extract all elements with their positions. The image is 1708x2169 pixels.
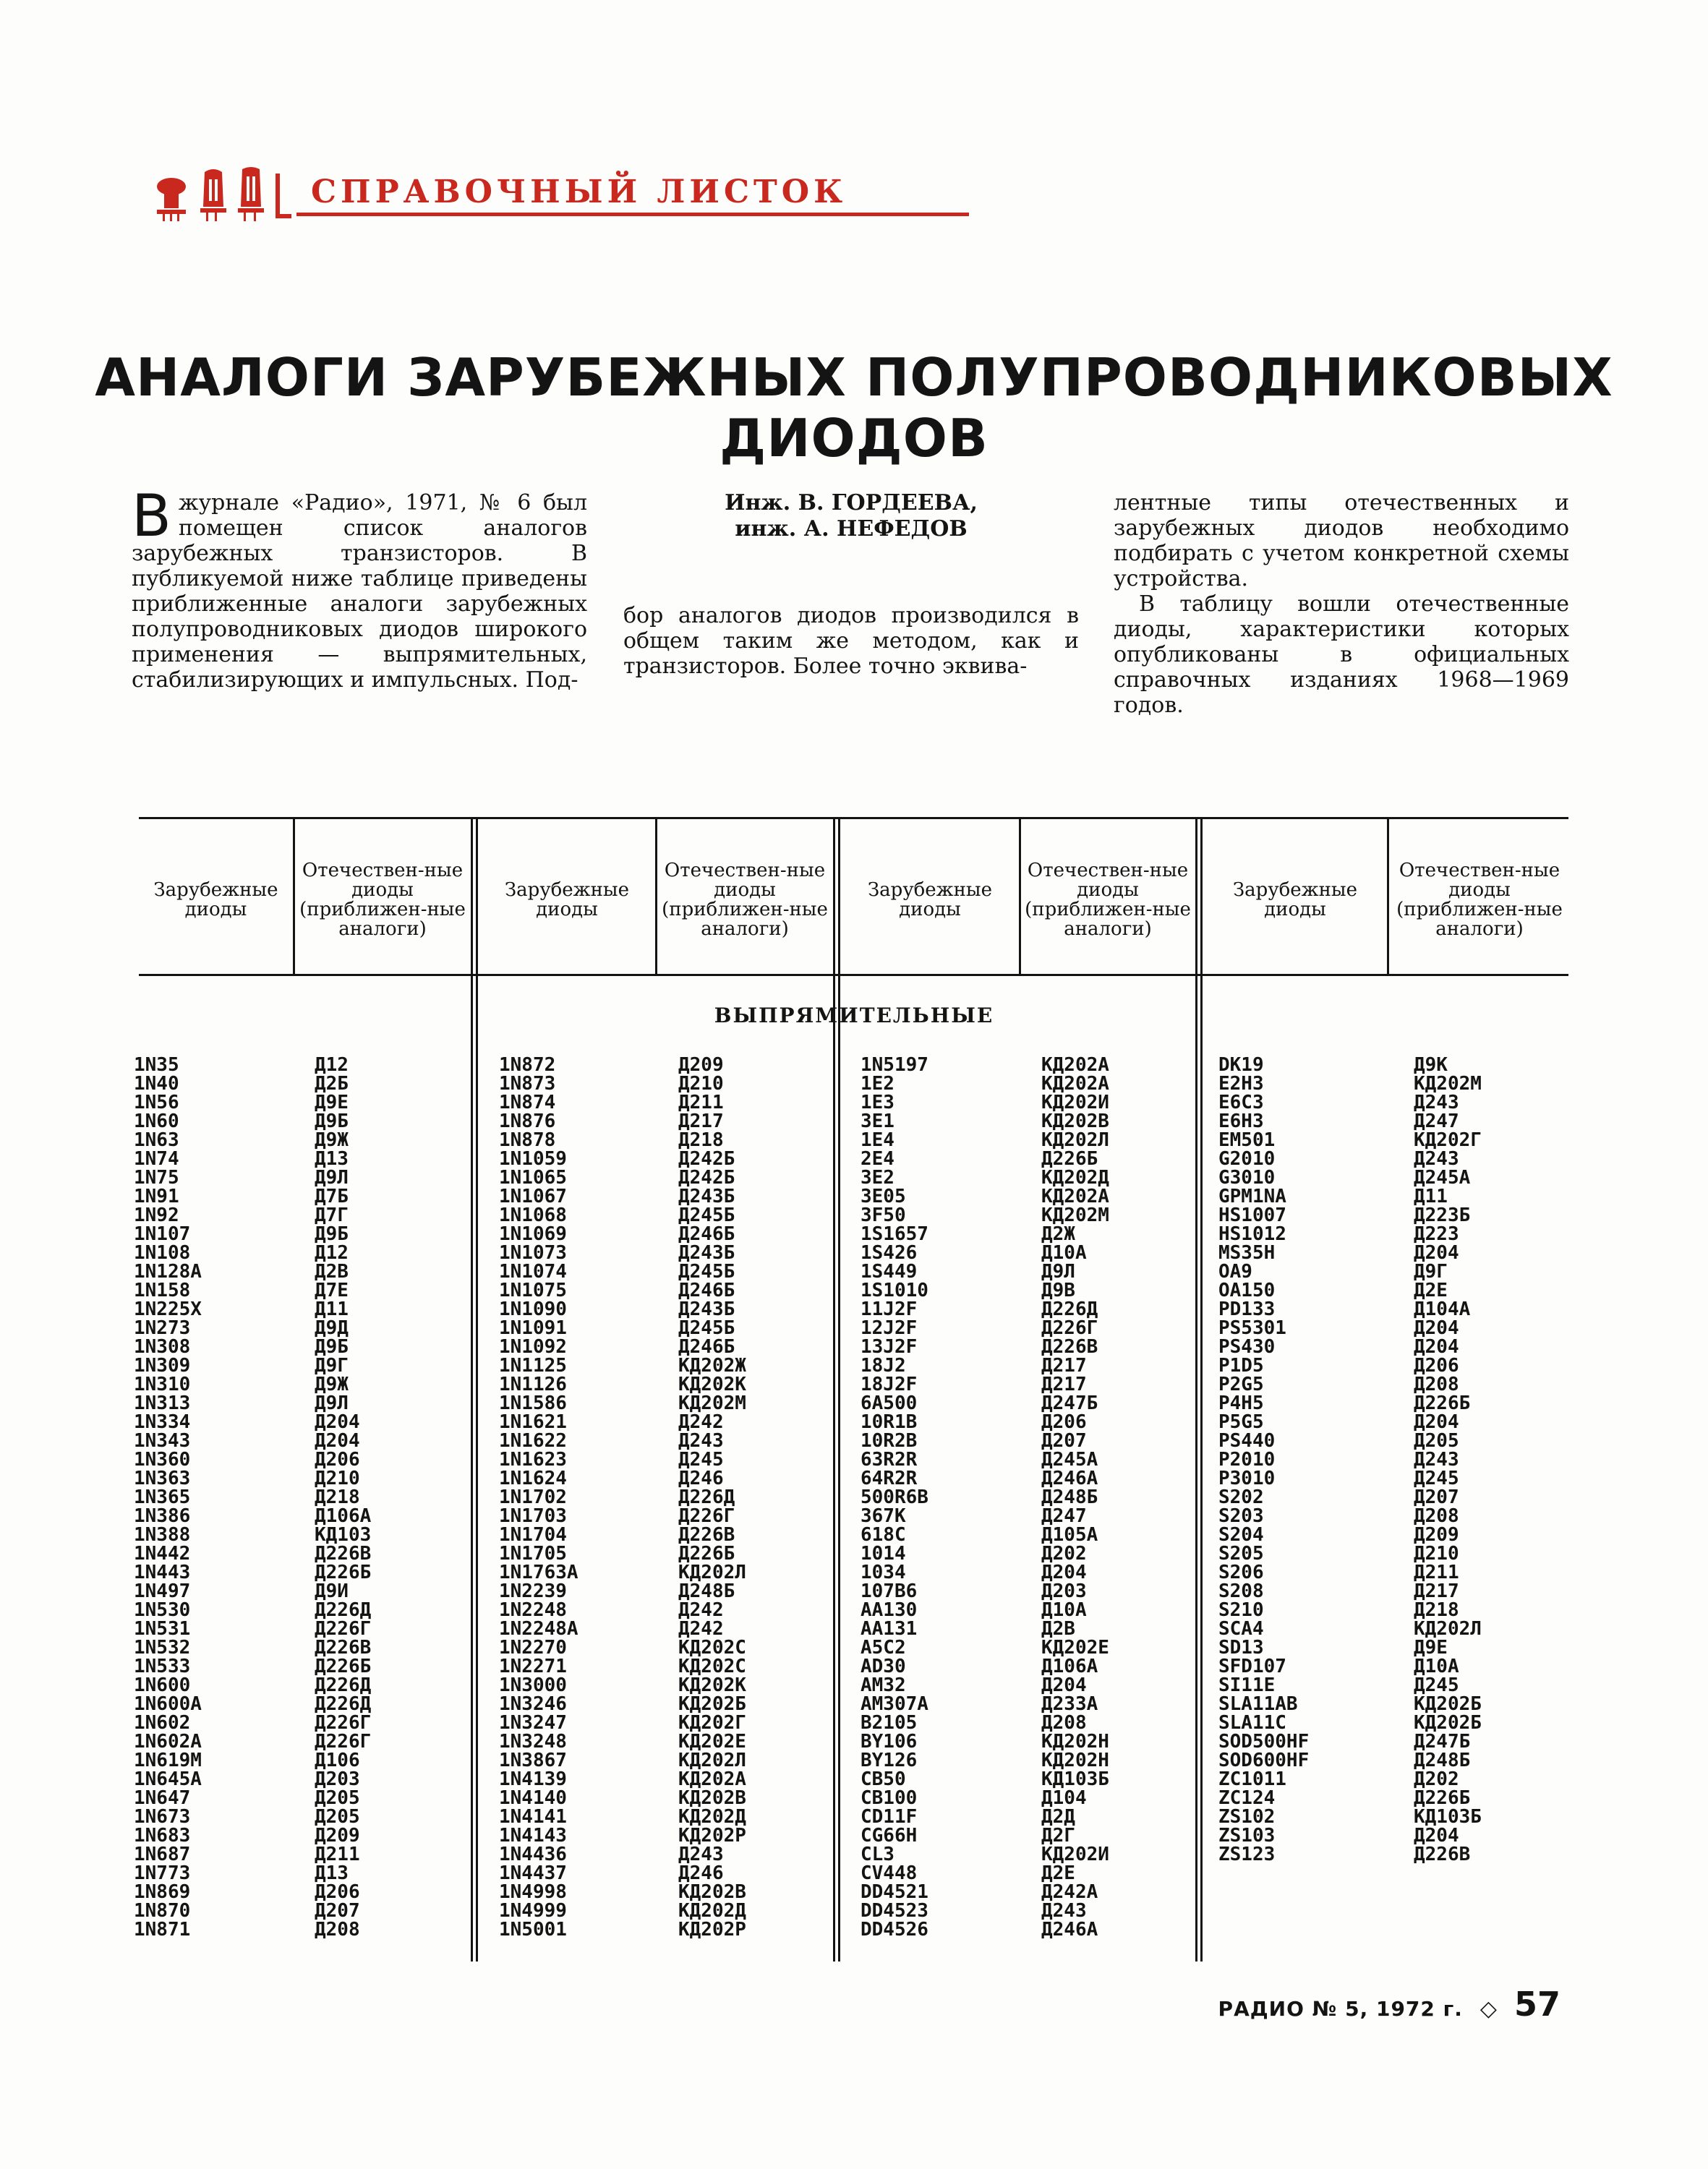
table-top-rule bbox=[139, 817, 1568, 819]
table-header-rule bbox=[139, 974, 1568, 976]
header-domestic-1: Отечествен-ные диоды (приближен-ные аналоги) bbox=[299, 860, 466, 940]
author-2: инж. А. НЕФЕДОВ bbox=[735, 516, 968, 542]
intro-text-1: журнале «Радио», 1971, № 6 был помещен список аналогов зарубежных транзисторов. В публикуемой ниже таблице приведены приближенные аналоги зарубежных полупроводниковых диодов широкого применения — выпрямительных, стабилизирующих и импульсных. Под- bbox=[132, 490, 587, 693]
intro-text-2: бор аналогов диодов производился в общем таким же методом, как и транзисторов. Более точно эквива- bbox=[623, 603, 1079, 679]
rubric-underline bbox=[296, 213, 969, 216]
table-double-divider bbox=[471, 819, 478, 1961]
intro-column-3 bbox=[1114, 490, 1569, 718]
header-domestic-3: Отечествен-ные диоды (приближен-ные аналоги) bbox=[1025, 860, 1191, 940]
rubric-header bbox=[148, 159, 965, 224]
section-label: ВЫПРЯМИТЕЛЬНЫЕ bbox=[714, 1004, 994, 1027]
column-domestic-1: Д12 Д2Б Д9Е Д9Б Д9Ж Д13 Д9Л Д7Б Д7Г Д9Б Д12 Д2В Д7Е Д11 Д9Д Д9Б Д9Г Д9Ж Д9Л Д204 Д204 Д206 Д210 Д218 Д106А КД103 Д226В Д226Б Д9И Д226Д Д226Г Д226В Д226Б Д226Д Д226Д Д226Г Д226Г Д106 Д203 Д205 Д205 Д209 Д211 Д13 Д206 Д207 Д208 bbox=[315, 1054, 372, 1941]
column-domestic-4: Д9К КД202М Д243 Д247 КД202Г Д243 Д245А Д11 Д223Б Д223 Д204 Д9Г Д2Е Д104А Д204 Д204 Д206 Д208 Д226Б Д204 Д205 Д243 Д245 Д207 Д208 Д209 Д210 Д211 Д217 Д218 КД202Л Д9Е Д10А Д245 КД202Б КД202Б Д247Б Д248Б Д202 Д226Б КД103Б Д204 Д226В bbox=[1414, 1054, 1482, 1865]
journal-source: РАДИО № 5, 1972 г. bbox=[1218, 1997, 1463, 2021]
authors bbox=[623, 490, 1079, 542]
page-footer bbox=[1218, 1985, 1560, 2024]
header-foreign-3: Зарубежные диоды bbox=[867, 879, 992, 920]
author-1: Инж. В. ГОРДЕЕВА, bbox=[725, 490, 978, 515]
diamond-icon: ◇ bbox=[1479, 1996, 1497, 2022]
header-foreign-4: Зарубежные диоды bbox=[1232, 879, 1357, 920]
intro-text-3a: лентные типы отечественных и зарубежных диодов необходимо подбирать с учетом конкретной схемы устройства. bbox=[1114, 490, 1569, 591]
table-divider bbox=[655, 819, 657, 974]
column-foreign-4: DK19 E2H3 E6C3 E6H3 EM501 G2010 G3010 GPM1NA HS1007 HS1012 MS35H OA9 OA150 PD133 PS5301 PS430 P1D5 P2G5 P4H5 P5G5 PS440 P2010 P3010 S202 S203 S204 S205 S206 S208 S210 SCA4 SD13 SFD107 SI11E SLA11AB SLA11C SOD500HF SOD600HF ZC1011 ZC124 ZS102 ZS103 ZS123 bbox=[1218, 1054, 1310, 1865]
drop-cap: В bbox=[132, 482, 171, 549]
table-double-divider bbox=[1195, 819, 1203, 1961]
table-divider bbox=[293, 819, 295, 974]
intro-column-1 bbox=[132, 482, 587, 693]
header-domestic-2: Отечествен-ные диоды (приближен-ные аналоги) bbox=[662, 860, 828, 940]
column-foreign-1: 1N35 1N40 1N56 1N60 1N63 1N74 1N75 1N91 1N92 1N107 1N108 1N128A 1N158 1N225X 1N273 1N308 1N309 1N310 1N313 1N334 1N343 1N360 1N363 1N365 1N386 1N388 1N442 1N443 1N497 1N530 1N531 1N532 1N533 1N600 1N600A 1N602 1N602A 1N619M 1N645A 1N647 1N673 1N683 1N687 1N773 1N869 1N870 1N871 bbox=[134, 1054, 202, 1941]
intro-text-3b: В таблицу вошли отечественные диоды, характеристики которых опубликованы в официальных справочных изданиях 1968—1969 годов. bbox=[1114, 591, 1569, 718]
column-domestic-3: КД202А КД202А КД202И КД202В КД202Л Д226Б КД202Д КД202А КД202М Д2Ж Д10А Д9Л Д9В Д226Д Д226Г Д226В Д217 Д217 Д247Б Д206 Д207 Д245А Д246А Д248Б Д247 Д105А Д202 Д204 Д203 Д10А Д2В КД202Е Д106А Д204 Д233А Д208 КД202Н КД202Н КД103Б Д104 Д2Д Д2Г КД202И Д2Е Д242А Д243 Д246А bbox=[1041, 1054, 1109, 1941]
header-domestic-4: Отечествен-ные диоды (приближен-ные аналоги) bbox=[1396, 860, 1563, 940]
column-domestic-2: Д209 Д210 Д211 Д217 Д218 Д242Б Д242Б Д243Б Д245Б Д246Б Д243Б Д245Б Д246Б Д243Б Д245Б Д246Б КД202Ж КД202К КД202М Д242 Д243 Д245 Д246 Д226Д Д226Г Д226В Д226Б КД202Л Д248Б Д242 Д242 КД202С КД202С КД202К КД202Б КД202Г КД202Е КД202Л КД202А КД202В КД202Д КД202Р Д243 Д246 КД202В КД202Д КД202Р bbox=[678, 1054, 746, 1941]
intro-column-2 bbox=[623, 490, 1079, 679]
header-foreign-1: Зарубежные диоды bbox=[153, 879, 278, 920]
header-foreign-2: Зарубежные диоды bbox=[504, 879, 629, 920]
column-foreign-3: 1N5197 1E2 1E3 3E1 1E4 2E4 3E2 3E05 3F50 1S1657 1S426 1S449 1S1010 11J2F 12J2F 13J2F 18J2 18J2F 6A500 10R1B 10R2B 63R2R 64R2R 500R6B 367K 618C 1014 1034 107B6 AA130 AA131 A5C2 AD30 AM32 AM307A B2105 BY106 BY126 CB50 CB100 CD11F CG66H CL3 CV448 DD4521 DD4523 DD4526 bbox=[861, 1054, 928, 1941]
table-double-divider bbox=[833, 819, 840, 1961]
table-divider bbox=[1019, 819, 1021, 974]
page-number: 57 bbox=[1513, 1985, 1560, 2024]
article-title: АНАЛОГИ ЗАРУБЕЖНЫХ ПОЛУПРОВОДНИКОВЫХ ДИОДОВ bbox=[95, 347, 1613, 469]
column-foreign-2: 1N872 1N873 1N874 1N876 1N878 1N1059 1N1065 1N1067 1N1068 1N1069 1N1073 1N1074 1N1075 1N1090 1N1091 1N1092 1N1125 1N1126 1N1586 1N1621 1N1622 1N1623 1N1624 1N1702 1N1703 1N1704 1N1705 1N1763A 1N2239 1N2248 1N2248A 1N2270 1N2271 1N3000 1N3246 1N3247 1N3248 1N3867 1N4139 1N4140 1N4141 1N4143 1N4436 1N4437 1N4998 1N4999 1N5001 bbox=[499, 1054, 578, 1941]
table-divider bbox=[1387, 819, 1389, 974]
rubric-label: СПРАВОЧНЫЙ ЛИСТОК bbox=[311, 174, 847, 210]
radio-tubes-icon bbox=[148, 165, 293, 223]
